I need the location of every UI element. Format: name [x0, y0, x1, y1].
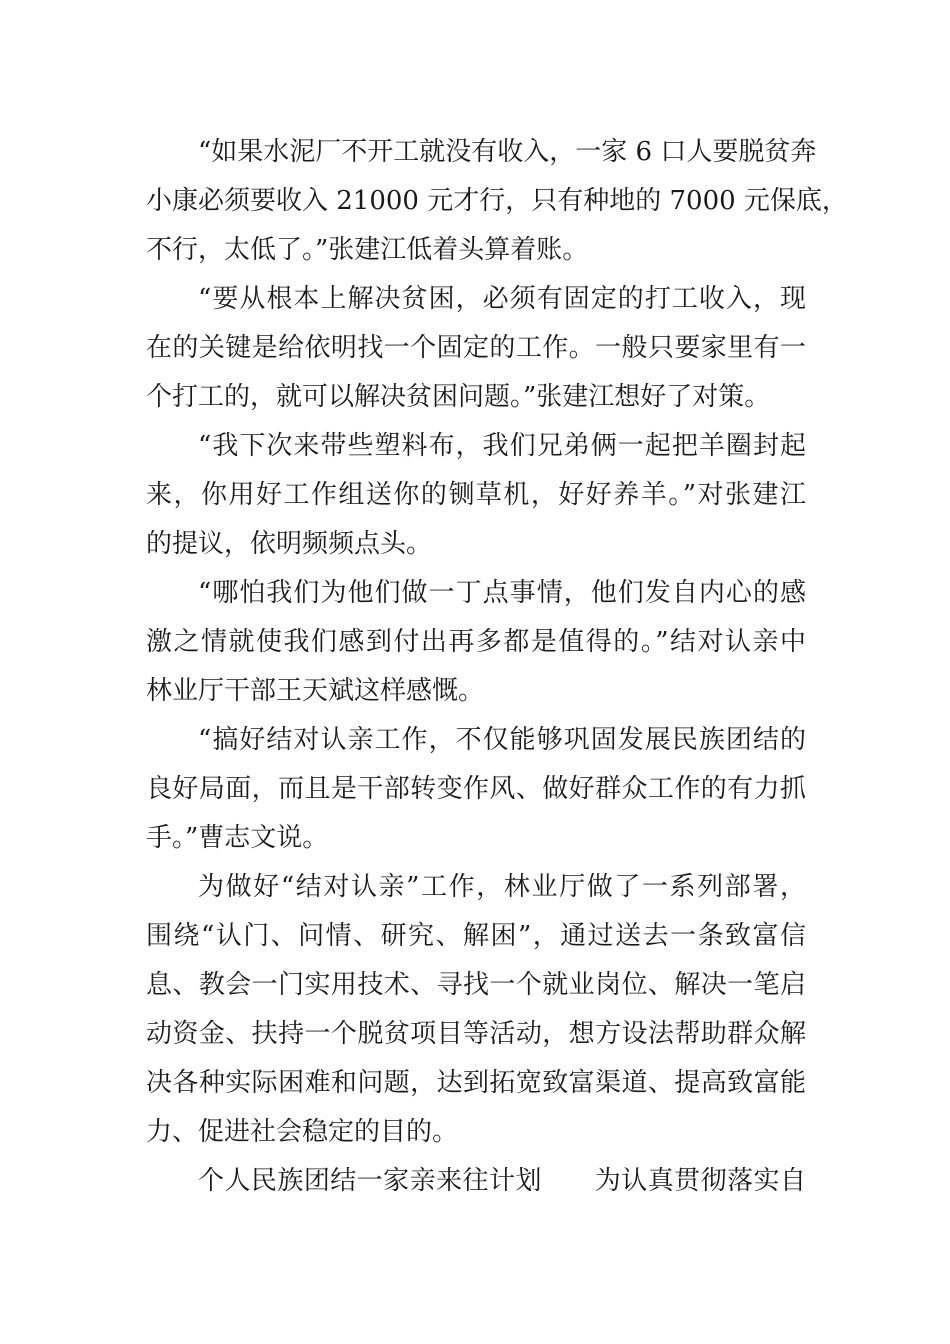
paragraph-line: 林业厅干部王天斌这样感慨。	[146, 676, 485, 706]
paragraph-2	[146, 275, 806, 422]
paragraph-line: 良好局面，而且是干部转变作风、做好群众工作的有力抓	[146, 774, 806, 804]
paragraph-7	[146, 1157, 806, 1206]
paragraph-line: 在的关键是给依明找一个固定的工作。一般只要家里有一	[146, 333, 806, 363]
paragraph-line: 力、促进社会稳定的目的。	[146, 1117, 459, 1147]
paragraph-6	[146, 863, 806, 1157]
document-body	[146, 128, 848, 1206]
paragraph-line: “要从根本上解决贫困，必须有固定的打工收入，现	[198, 284, 806, 314]
paragraph-line: 个人民族团结一家亲来往计划 为认真贯彻落实自	[198, 1166, 806, 1196]
paragraph-3	[146, 422, 806, 569]
paragraph-line: “我下次来带些塑料布，我们兄弟俩一起把羊圈封起	[198, 431, 806, 461]
paragraph-line: “哪怕我们为他们做一丁点事情，他们发自内心的感	[198, 578, 806, 608]
paragraph-line: 小康必须要收入 21000 元才行，只有种地的 7000 元保底，	[146, 186, 848, 216]
paragraph-4	[146, 569, 806, 716]
paragraph-line: 的提议，依明频频点头。	[146, 529, 433, 559]
paragraph-line: 为做好“结对认亲”工作，林业厅做了一系列部署，	[198, 872, 806, 902]
paragraph-line: 激之情就使我们感到付出再多都是值得的。”结对认亲中	[146, 627, 806, 657]
paragraph-line: 围绕“认门、问情、研究、解困”，通过送去一条致富信	[146, 921, 806, 951]
paragraph-line: “搞好结对认亲工作，不仅能够巩固发展民族团结的	[198, 725, 806, 755]
paragraph-line: 不行，太低了。”张建江低着头算着账。	[146, 235, 589, 265]
paragraph-1	[146, 128, 848, 275]
paragraph-line: 息、教会一门实用技术、寻找一个就业岗位、解决一笔启	[146, 970, 806, 1000]
paragraph-line: 个打工的，就可以解决贫困问题。”张建江想好了对策。	[146, 382, 771, 412]
paragraph-line: 来，你用好工作组送你的铡草机，好好养羊。”对张建江	[146, 480, 806, 510]
paragraph-line: “如果水泥厂不开工就没有收入，一家 6 口人要脱贫奔	[198, 137, 817, 167]
paragraph-line: 手。”曹志文说。	[146, 823, 329, 853]
paragraph-5	[146, 716, 806, 863]
paragraph-line: 动资金、扶持一个脱贫项目等活动，想方设法帮助群众解	[146, 1019, 806, 1049]
paragraph-line: 决各种实际困难和问题，达到拓宽致富渠道、提高致富能	[146, 1068, 806, 1098]
